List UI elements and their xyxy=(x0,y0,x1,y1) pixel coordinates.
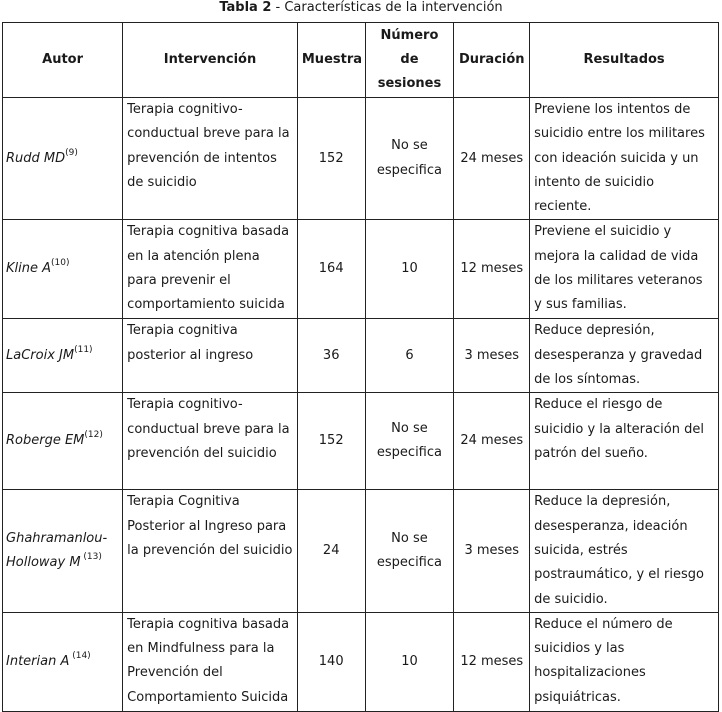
reference-number: (10) xyxy=(51,258,70,269)
cell-intervencion: Terapia cognitiva basada en Mindfulness para la Prevención del Comportamiento Suicida xyxy=(123,612,298,711)
cell-intervencion: Terapia cognitiva basada en la atención plena para prevenir el comportamiento suicida xyxy=(123,220,298,319)
header-intervencion: Intervención xyxy=(123,23,298,98)
cell-muestra: 36 xyxy=(297,319,365,393)
reference-number: (11) xyxy=(74,344,93,355)
table-row xyxy=(3,319,719,393)
reference-number: (9) xyxy=(65,147,78,158)
author-name: Roberge EM xyxy=(6,433,85,449)
cell-autor xyxy=(3,393,123,490)
header-resultados: Resultados xyxy=(530,23,719,98)
cell-sesiones: No se especifica xyxy=(365,490,454,612)
cell-sesiones: 10 xyxy=(365,612,454,711)
header-sesiones: Número de sesiones xyxy=(365,23,454,98)
cell-resultados: Previene el suicidio y mejora la calidad de vida de los militares veteranos y sus familias. xyxy=(530,220,719,319)
cell-resultados: Previene los intentos de suicidio entre los militares con ideación suicida y un intento de suicidio reciente. xyxy=(530,98,719,220)
cell-autor xyxy=(3,612,123,711)
author-name: Rudd MD xyxy=(6,150,66,166)
cell-duracion: 24 meses xyxy=(454,98,530,220)
header-duracion: Duración xyxy=(454,23,530,98)
header-autor: Autor xyxy=(3,23,123,98)
caption-label: Tabla 2 xyxy=(219,0,272,15)
cell-duracion: 24 meses xyxy=(454,393,530,490)
cell-muestra: 152 xyxy=(297,393,365,490)
cell-sesiones: No se especifica xyxy=(365,98,454,220)
interventions-table xyxy=(2,22,719,712)
cell-muestra: 140 xyxy=(297,612,365,711)
author-name: Ghahramanlou-Holloway M xyxy=(6,530,108,571)
cell-duracion: 3 meses xyxy=(454,319,530,393)
table-row xyxy=(3,98,719,220)
table-row xyxy=(3,393,719,490)
cell-sesiones: No se especifica xyxy=(365,393,454,490)
cell-autor xyxy=(3,220,123,319)
cell-duracion: 12 meses xyxy=(454,612,530,711)
table-caption xyxy=(0,0,722,22)
cell-muestra: 24 xyxy=(297,490,365,612)
cell-autor xyxy=(3,319,123,393)
cell-muestra: 152 xyxy=(297,98,365,220)
cell-resultados: Reduce el riesgo de suicidio y la alteración del patrón del sueño. xyxy=(530,393,719,490)
cell-autor xyxy=(3,98,123,220)
reference-number: (12) xyxy=(84,430,103,441)
cell-sesiones: 10 xyxy=(365,220,454,319)
author-name: Interian A xyxy=(6,653,70,669)
cell-intervencion: Terapia cognitivo-conductual breve para la prevención de intentos de suicidio xyxy=(123,98,298,220)
cell-sesiones: 6 xyxy=(365,319,454,393)
header-muestra: Muestra xyxy=(297,23,365,98)
table-row xyxy=(3,490,719,612)
cell-resultados: Reduce el número de suicidios y las hospitalizaciones psiquiátricas. xyxy=(530,612,719,711)
reference-number: (13) xyxy=(80,552,102,563)
cell-duracion: 3 meses xyxy=(454,490,530,612)
table-row xyxy=(3,612,719,711)
table-row xyxy=(3,220,719,319)
cell-intervencion: Terapia cognitivo-conductual breve para la prevención del suicidio xyxy=(123,393,298,490)
cell-intervencion: Terapia cognitiva posterior al ingreso xyxy=(123,319,298,393)
cell-duracion: 12 meses xyxy=(454,220,530,319)
header-row xyxy=(3,23,719,98)
author-name: Kline A xyxy=(6,261,52,277)
caption-text: - Características de la intervención xyxy=(271,0,503,15)
cell-resultados: Reduce la depresión, desesperanza, ideación suicida, estrés postraumático, y el riesgo de suicidio. xyxy=(530,490,719,612)
cell-muestra: 164 xyxy=(297,220,365,319)
cell-autor xyxy=(3,490,123,612)
reference-number: (14) xyxy=(69,650,91,661)
cell-intervencion: Terapia Cognitiva Posterior al Ingreso para la prevención del suicidio xyxy=(123,490,298,612)
cell-resultados: Reduce depresión, desesperanza y gravedad de los síntomas. xyxy=(530,319,719,393)
author-name: LaCroix JM xyxy=(6,347,75,363)
